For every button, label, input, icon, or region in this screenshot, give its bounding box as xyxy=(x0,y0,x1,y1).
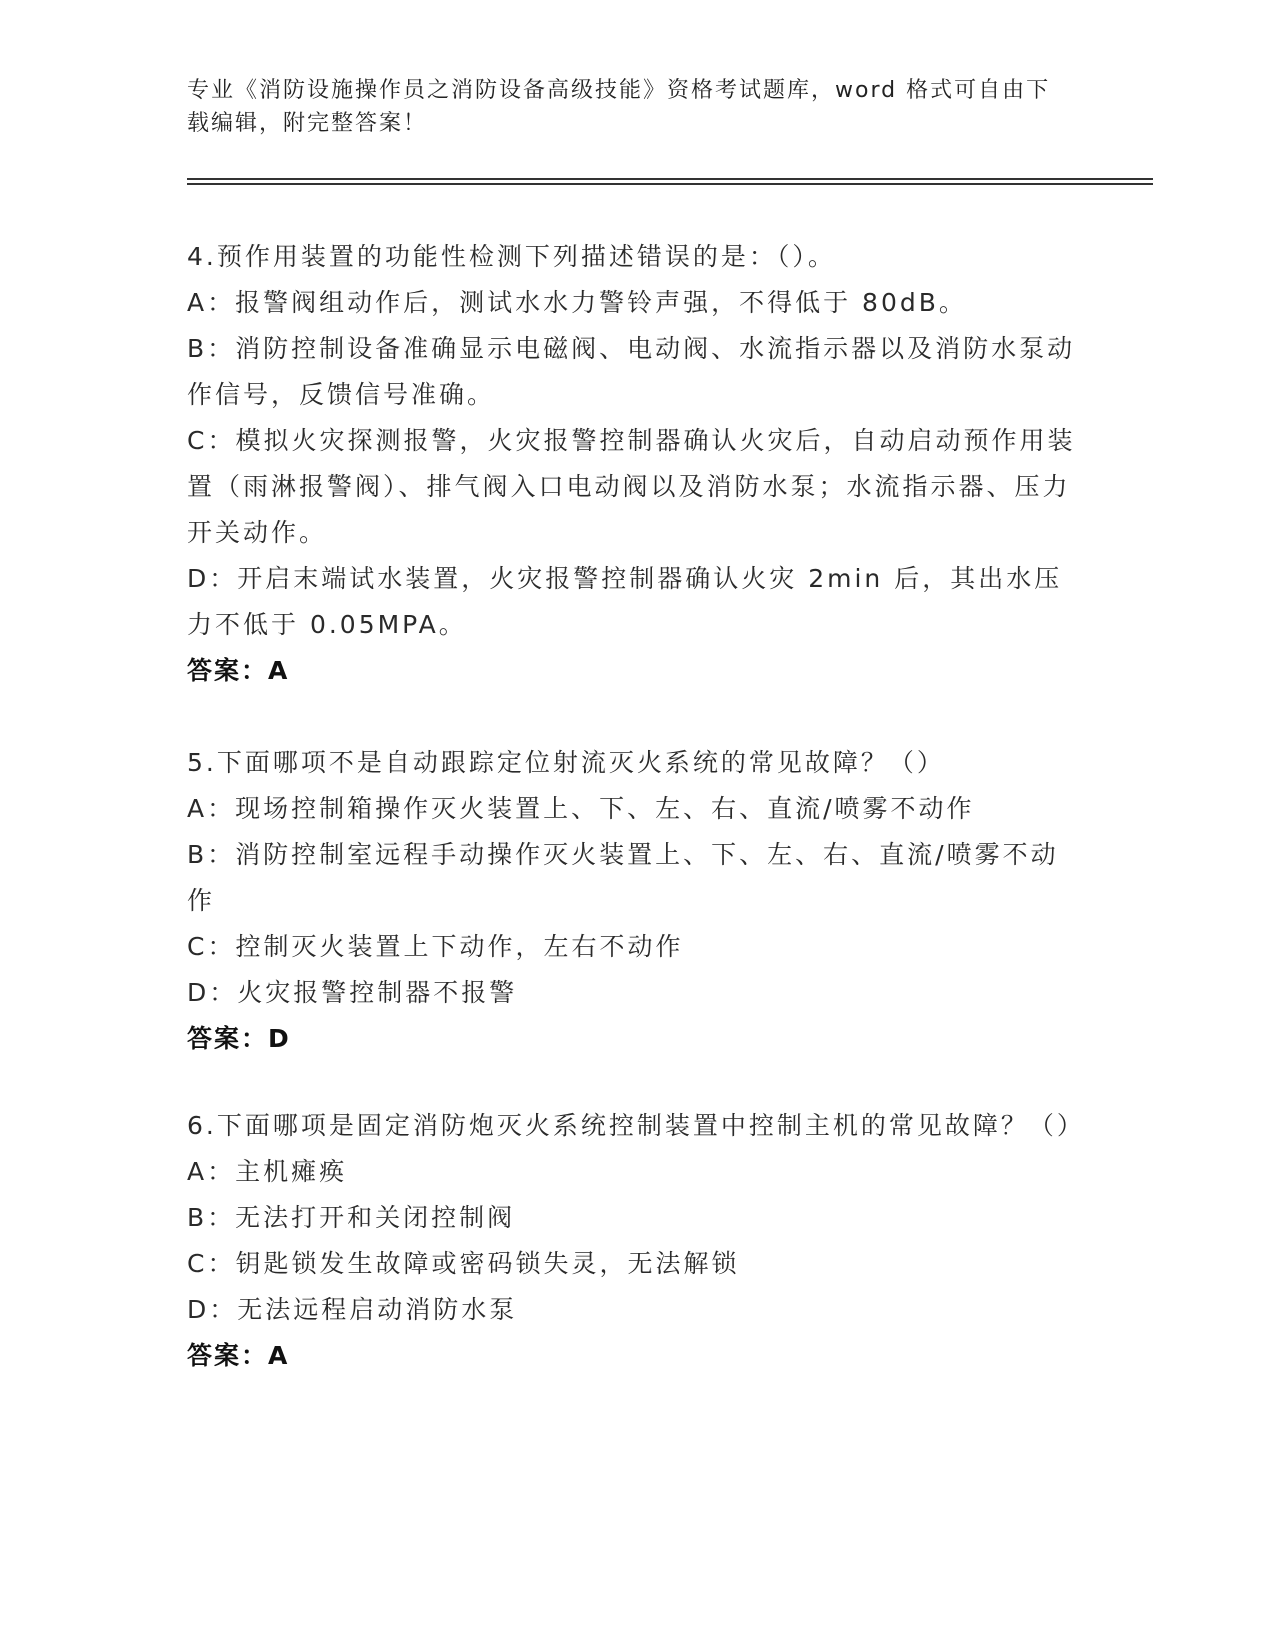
option-c: C：控制灭火装置上下动作，左右不动作 xyxy=(187,932,684,961)
option-d: D：火灾报警控制器不报警 xyxy=(187,978,518,1007)
option-a: A：现场控制箱操作灭火装置上、下、左、右、直流/喷雾不动作 xyxy=(187,794,975,823)
option-b: B：消防控制室远程手动操作灭火装置上、下、左、右、直流/喷雾不动作 xyxy=(187,840,1059,915)
option-a: A：报警阀组动作后，测试水水力警铃声强，不得低于 80dB。 xyxy=(187,288,967,317)
option-c: C：钥匙锁发生故障或密码锁失灵，无法解锁 xyxy=(187,1249,740,1278)
option-c: C：模拟火灾探测报警，火灾报警控制器确认火灾后，自动启动预作用装置（雨淋报警阀）、排气阀入口电动阀以及消防水泵；水流指示器、压力开关动作。 xyxy=(187,426,1076,547)
answer-label: 答案：A xyxy=(187,656,290,685)
header-divider-bottom xyxy=(187,183,1153,185)
option-d: D：开启末端试水装置，火灾报警控制器确认火灾 2min 后，其出水压力不低于 0.05MPA。 xyxy=(187,564,1063,639)
option-a: A：主机瘫痪 xyxy=(187,1157,348,1186)
option-d: D：无法远程启动消防水泵 xyxy=(187,1295,518,1324)
answer-label: 答案：D xyxy=(187,1024,291,1053)
option-b: B：无法打开和关闭控制阀 xyxy=(187,1203,516,1232)
question-block-6 xyxy=(187,1103,1085,1379)
document-header: 专业《消防设施操作员之消防设备高级技能》资格考试题库，word 格式可自由下载编辑，附完整答案！ xyxy=(187,78,1051,136)
question-title: 5.下面哪项不是自动跟踪定位射流灭火系统的常见故障？（） xyxy=(187,748,945,777)
option-b: B：消防控制设备准确显示电磁阀、电动阀、水流指示器以及消防水泵动作信号，反馈信号准确。 xyxy=(187,334,1076,409)
answer-label: 答案：A xyxy=(187,1341,290,1370)
question-block-4 xyxy=(187,234,1077,694)
question-title: 4.预作用装置的功能性检测下列描述错误的是：（）。 xyxy=(187,242,836,271)
question-title: 6.下面哪项是固定消防炮灭火系统控制装置中控制主机的常见故障？（） xyxy=(187,1111,1085,1140)
question-block-5 xyxy=(187,740,1077,1062)
header-divider-top xyxy=(187,178,1153,180)
